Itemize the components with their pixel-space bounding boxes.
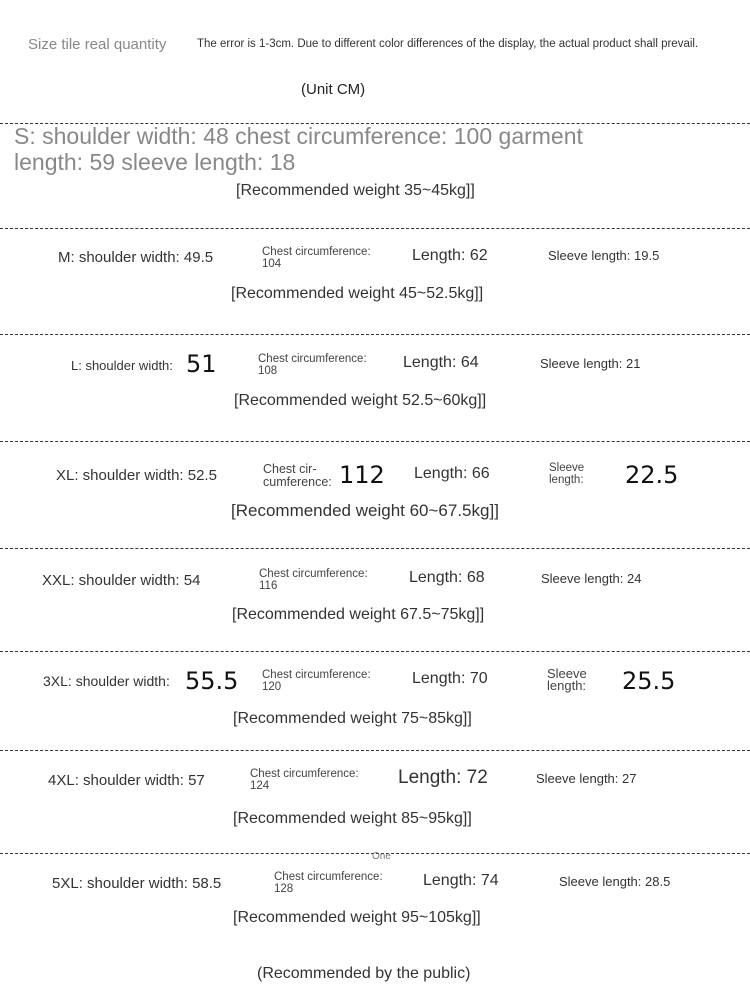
chest-value: 104 [262, 258, 282, 270]
size-l-shoulder-label: L: shoulder width: [71, 358, 173, 373]
sleeve-label-line-2: length: [547, 678, 587, 693]
size-4xl-sleeve: Sleeve length: 27 [536, 771, 637, 786]
size-chart-title: Size tile real quantity [28, 36, 167, 53]
size-5xl-recommended-weight: [Recommended weight 95~105kg]] [233, 909, 481, 926]
size-3xl-sleeve-label [547, 668, 587, 692]
size-l-shoulder-value: 51 [186, 350, 217, 378]
disclaimer-note: The error is 1-3cm. Due to different color differences of the display, the actual product shall prevail. [197, 38, 699, 50]
size-l-sleeve: Sleeve length: 21 [540, 356, 641, 371]
stray-text: One [372, 851, 391, 862]
divider [0, 750, 750, 751]
size-xl-recommended-weight: [Recommended weight 60~67.5kg]] [231, 501, 499, 520]
size-xl-sleeve-label [549, 462, 584, 486]
size-xxl-shoulder: XXL: shoulder width: 54 [42, 572, 201, 589]
chest-value: 128 [274, 883, 294, 895]
size-l-recommended-weight: [Recommended weight 52.5~60kg]] [234, 392, 487, 409]
size-3xl-recommended-weight: [Recommended weight 75~85kg]] [233, 710, 472, 727]
size-3xl-shoulder-value: 55.5 [185, 667, 239, 695]
divider [0, 334, 750, 335]
size-xl-chest-value: 112 [339, 461, 385, 489]
chest-value: 120 [262, 681, 282, 693]
size-4xl-chest [250, 768, 359, 792]
size-m-recommended-weight: [Recommended weight 45~52.5kg]] [231, 285, 484, 302]
chest-label: Chest circumference: [274, 871, 383, 883]
size-5xl-length: Length: 74 [423, 872, 499, 889]
sleeve-label-line-1: Sleeve [549, 462, 585, 474]
divider [0, 651, 750, 652]
size-3xl-sleeve-value: 25.5 [622, 667, 676, 695]
size-xl-shoulder: XL: shoulder width: 52.5 [56, 467, 217, 484]
size-4xl-shoulder: 4XL: shoulder width: 57 [48, 772, 205, 789]
size-xxl-recommended-weight: [Recommended weight 67.5~75kg]] [232, 606, 485, 623]
size-xl-length: Length: 66 [414, 465, 490, 482]
size-m-length: Length: 62 [412, 247, 488, 264]
size-s-recommended-weight: [Recommended weight 35~45kg]] [236, 182, 475, 199]
size-3xl-chest [262, 669, 371, 693]
size-4xl-recommended-weight: [Recommended weight 85~95kg]] [233, 810, 472, 827]
size-xxl-sleeve: Sleeve length: 24 [541, 571, 642, 586]
size-5xl-chest [274, 871, 383, 895]
footer-note: (Recommended by the public) [257, 965, 471, 982]
chest-value: 116 [259, 580, 278, 592]
unit-label: (Unit CM) [301, 81, 366, 98]
chest-label-line-1: Chest cir- [263, 462, 317, 476]
size-s-line-1: S: shoulder width: 48 chest circumference: 100 garment [14, 123, 583, 149]
chest-value: 124 [250, 780, 270, 792]
size-xxl-length: Length: 68 [409, 569, 485, 586]
divider [0, 228, 750, 229]
size-3xl-shoulder-label: 3XL: shoulder width: [43, 673, 170, 689]
size-l-length: Length: 64 [403, 354, 479, 371]
size-m-chest [262, 246, 371, 270]
divider [0, 441, 750, 442]
size-s-specs [14, 123, 634, 175]
size-m-shoulder: M: shoulder width: 49.5 [58, 249, 214, 266]
size-5xl-shoulder: 5XL: shoulder width: 58.5 [52, 875, 222, 892]
chest-label: Chest circumference: [258, 353, 367, 365]
size-xl-chest-label [263, 463, 332, 489]
sleeve-label-line-1: Sleeve [547, 666, 587, 681]
chest-value: 108 [258, 365, 278, 377]
chest-label: Chest circumference: [259, 568, 368, 580]
chest-label: Chest circumference: [250, 768, 359, 780]
chest-label-line-2: cumference: [263, 475, 332, 489]
size-xxl-chest [259, 568, 368, 592]
size-xl-sleeve-value: 22.5 [625, 461, 679, 489]
chest-label: Chest circumference: [262, 246, 371, 258]
size-m-sleeve: Sleeve length: 19.5 [548, 248, 660, 263]
sleeve-label-line-2: length: [549, 474, 584, 486]
size-l-chest [258, 353, 367, 377]
size-5xl-sleeve: Sleeve length: 28.5 [559, 874, 671, 889]
chest-label: Chest circumference: [262, 669, 371, 681]
size-s-line-2: length: 59 sleeve length: 18 [14, 149, 296, 175]
size-3xl-length: Length: 70 [412, 670, 488, 687]
size-4xl-length: Length: 72 [398, 767, 488, 788]
divider [0, 548, 750, 549]
